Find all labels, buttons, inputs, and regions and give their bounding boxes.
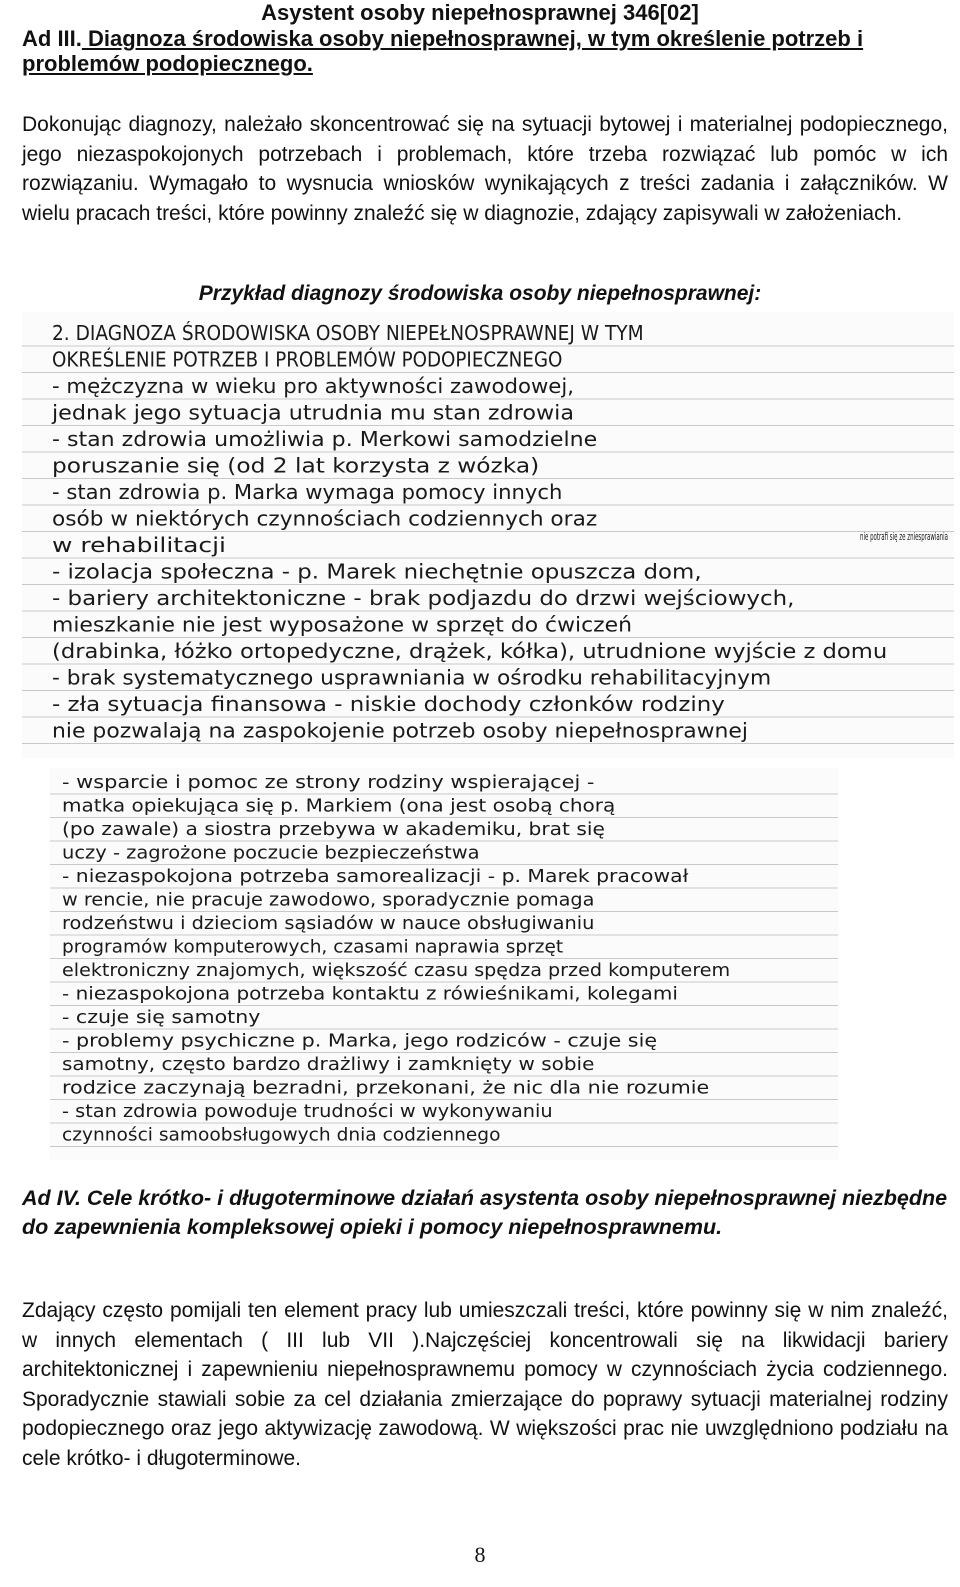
- handwritten-line: - wsparcie i pomoc ze strony rodziny wspierającej -: [62, 772, 595, 793]
- handwritten-line: w rehabilitacji: [52, 533, 226, 557]
- handwritten-line: - problemy psychiczne p. Marka, jego rodziców - czuje się: [62, 1030, 658, 1052]
- margin-note: nie potrafi się ze zniesprawiania: [860, 530, 948, 543]
- paragraph-diagnosis: Dokonując diagnozy, należało skoncentrować się na sytuacji bytowej i materialnej podopiecznego, jego niezaspokojonych potrzebach i problemach, które trzeba rozwiązać lub pomóc w ich rozwiązaniu. Wymagało to wysnucia wniosków wynikających z treści zadania i załączników. W wielu pracach treści, które powinny znaleźć się w diagnozie, zdający zapisywali w założeniach.: [22, 113, 948, 225]
- handwritten-line: poruszanie się (od 2 lat korzysta z wózka): [52, 453, 540, 478]
- handwritten-line: rodzeństwu i dzieciom sąsiadów w nauce obsługiwaniu: [62, 913, 595, 934]
- handwritten-line: - stan zdrowia powoduje trudności w wykonywaniu: [62, 1101, 553, 1122]
- handwritten-line: rodzice zaczynają bezradni, przekonani, że nic dla nie rozumie: [62, 1077, 710, 1099]
- handwritten-line: - brak systematycznego usprawniania w ośrodku rehabilitacyjnym: [52, 665, 772, 690]
- handwritten-line: (po zawale) a siostra przebywa w akademiku, brat się: [62, 819, 605, 840]
- handwritten-line: 2. DIAGNOZA ŚRODOWISKA OSOBY NIEPEŁNOSPRAWNEJ W TYM: [52, 321, 644, 345]
- section-ad3-heading: [22, 26, 952, 76]
- handwritten-line: osób w niektórych czynnościach codziennych oraz: [52, 506, 598, 531]
- handwritten-line: w rencie, nie pracuje zawodowo, sporadycznie pomaga: [62, 889, 595, 911]
- ad3-prefix: Ad III.: [22, 26, 82, 51]
- handwritten-line: (drabinka, łóżko ortopedyczne, drążek, kółka), utrudnione wyjście z domu: [52, 639, 888, 663]
- handwritten-line: jednak jego sytuacja utrudnia mu stan zdrowia: [50, 400, 574, 425]
- handwritten-scan-2: [50, 768, 838, 1160]
- scan1-lines-svg: [22, 312, 954, 758]
- handwritten-line: matka opiekująca się p. Markiem (ona jest osobą chorą: [62, 795, 616, 817]
- section-ad4-heading: Ad IV. Cele krótko- i długoterminowe działań asystenta osoby niepełnosprawnej niezbędne do zapewnienia kompleksowej opieki i pomocy niepełnosprawnemu.: [22, 1186, 948, 1239]
- handwritten-line: - niezaspokojona potrzeba samorealizacji - p. Marek pracował: [62, 866, 690, 887]
- handwritten-line: - mężczyzna w wieku pro aktywności zawodowej,: [52, 374, 574, 398]
- example-caption: Przykład diagnozy środowiska osoby niepełnosprawnej:: [198, 282, 762, 305]
- handwritten-line: mieszkanie nie jest wyposażone w sprzęt do ćwiczeń: [52, 612, 632, 637]
- handwritten-line: - czuje się samotny: [62, 1007, 261, 1028]
- page-number: 8: [474, 1542, 486, 1567]
- handwritten-line: - zła sytuacja finansowa - niskie dochody członków rodziny: [52, 692, 725, 716]
- handwritten-line: - stan zdrowia umożliwia p. Merkowi samodzielne: [52, 427, 598, 451]
- handwritten-line: nie pozwalają na zaspokojenie potrzeb osoby niepełnosprawnej: [52, 718, 748, 743]
- handwritten-line: - stan zdrowia p. Marka wymaga pomocy innych: [52, 480, 563, 504]
- handwritten-scan-1: [22, 312, 954, 758]
- document-title: Asystent osoby niepełnosprawnej 346[02]: [261, 0, 699, 25]
- scan2-lines-svg: [50, 768, 838, 1160]
- ad3-title: Diagnoza środowiska osoby niepełnosprawnej, w tym określenie potrzeb i problemów podopiecznego.: [22, 26, 864, 76]
- handwritten-line: programów komputerowych, czasami naprawia sprzęt: [62, 936, 564, 958]
- handwritten-line: samotny, często bardzo drażliwy i zamknięty w sobie: [62, 1054, 595, 1075]
- handwritten-line: - niezaspokojona potrzeba kontaktu z rówieśnikami, kolegami: [62, 983, 678, 1005]
- handwritten-line: uczy - zagrożone poczucie bezpieczeństwa: [62, 842, 480, 864]
- handwritten-line: - bariery architektoniczne - brak podjazdu do drzwi wejściowych,: [52, 586, 795, 610]
- handwritten-line: - izolacja społeczna - p. Marek niechętnie opuszcza dom,: [52, 559, 702, 584]
- paragraph-goals: Zdający często pomijali ten element pracy lub umieszczali treści, które powinny się w nim znaleźć, w innych elementach ( III lub VII ).Najczęściej koncentrowali się na likwidacji bariery architektonicznej i zapewnieniu niepełnosprawnemu pomocy w czynnościach życia codziennego. Sporadycznie stawiali sobie za cel działania zmierzające do poprawy sytuacji materialnej rodziny podopiecznego oraz jego aktywizację zawodową. W większości prac nie uwzględniono podziału na cele krótko- i długoterminowe.: [22, 1299, 948, 1470]
- handwritten-line: czynności samoobsługowych dnia codziennego: [62, 1124, 501, 1146]
- handwritten-line: OKREŚLENIE POTRZEB I PROBLEMÓW PODOPIECZNEGO: [52, 347, 563, 372]
- handwritten-line: elektroniczny znajomych, większość czasu spędza przed komputerem: [62, 960, 731, 981]
